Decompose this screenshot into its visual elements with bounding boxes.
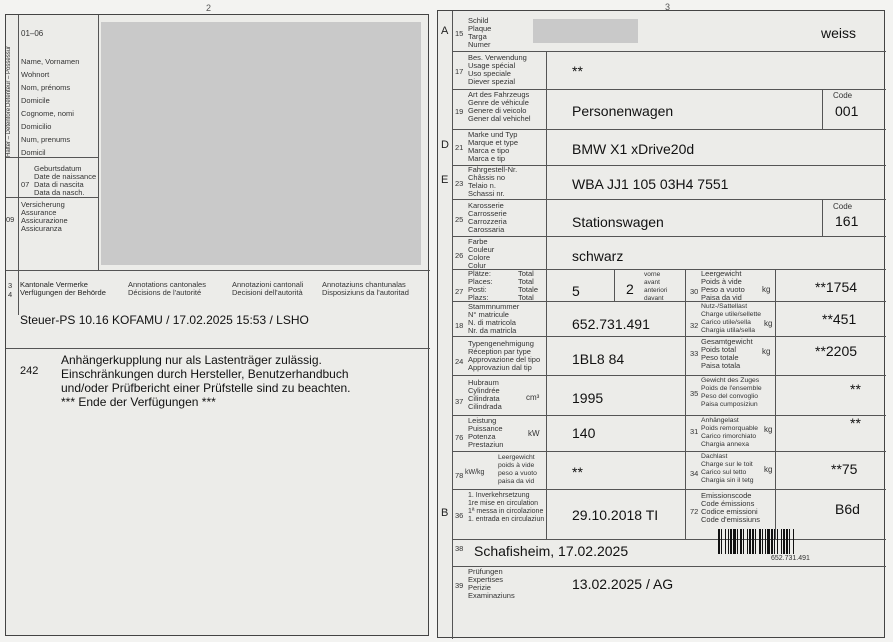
displacement-label: Hubraum Cylindrée Cilindrata Cilindrada	[468, 378, 502, 411]
color-label: Farbe Couleur Colore Colur	[468, 237, 495, 270]
right-page	[437, 2, 885, 638]
field-78-number: 78	[455, 471, 464, 480]
total-weight-value: **2205	[815, 343, 858, 359]
annotations-label-rm: Annotaziuns chantunalas Disposiziuns da l'autoritad	[322, 280, 409, 297]
body-value: Stationswagen	[572, 214, 664, 230]
remark-line-2: Einschränkungen durch Hersteller, Benutzerhandbuch	[61, 367, 349, 381]
page-number-right: 3	[665, 2, 671, 12]
field-15-number: 15	[455, 29, 464, 38]
power-weight-unit: kW/kg	[465, 469, 485, 476]
body-code: 161	[835, 213, 859, 229]
displacement-value: 1995	[572, 390, 604, 406]
power-unit: kW	[528, 429, 540, 438]
seats-total-value: 5	[572, 283, 580, 299]
first-registration-value: 29.10.2018 TI	[572, 507, 659, 523]
birth-field-number: 07	[21, 180, 30, 189]
chassis-value: WBA JJ1 105 03H4 7551	[572, 176, 729, 192]
insurance-field-number: 09	[6, 215, 15, 224]
type-approval-label: Typengenehmigung Réception par type Approvazione del tipo Approvaziun dal tip	[468, 339, 541, 372]
field-76-number: 76	[455, 433, 464, 442]
field-26-number: 26	[455, 251, 464, 260]
towing-weight-value: **	[850, 415, 861, 431]
field-39-number: 39	[455, 581, 464, 590]
field-01-06-label: 01–06	[21, 29, 44, 38]
emission-code-label: Emissionscode Code émissions Codice emissioni Code d'emissiuns	[701, 491, 760, 524]
field-24-number: 24	[455, 357, 464, 366]
field-23-number: 23	[455, 179, 464, 188]
power-label: Leistung Puissance Potenza Prestaziun	[468, 416, 504, 449]
color-value: schwarz	[572, 248, 624, 264]
roof-load-value: **75	[831, 461, 858, 477]
holder-side-label-de: Halter – Detentore	[6, 107, 12, 157]
page-number-left: 2	[206, 3, 212, 13]
displacement-unit: cm³	[526, 393, 540, 402]
type-approval-value: 1BL8 84	[572, 351, 625, 367]
field-36-number: 36	[455, 511, 464, 520]
barcode	[718, 529, 878, 554]
field-31-number: 31	[690, 427, 699, 436]
payload-label: Nutz-/Sattellast Charge utile/sellette Carico utile/sella Chargia utila/sella	[701, 303, 762, 334]
section-D: D	[441, 139, 449, 151]
plate-color: weiss	[821, 25, 857, 41]
vehicle-type-label: Art des Fahrzeugs Genre de véhicule Genere di veicolo Gener dal vehichel	[468, 90, 531, 123]
power-weight-value: **	[572, 464, 583, 480]
annotations-label-de: Kantonale Vermerke Verfügungen der Behörde	[20, 280, 106, 297]
payload-value: **451	[822, 311, 857, 327]
field-72-number: 72	[690, 507, 699, 516]
total-weight-unit: kg	[762, 347, 771, 356]
remark-line-4: *** Ende der Verfügungen ***	[61, 395, 216, 409]
emission-code-value: B6d	[835, 501, 860, 517]
towing-weight-label: Anhängelast Poids remorquable Carico rimorchiato Chargia annexa	[701, 417, 759, 448]
empty-weight-value: **1754	[815, 279, 858, 295]
chassis-label: Fahrgestell-Nr. Châssis no Telaio n. Schassi nr.	[468, 165, 518, 198]
field-35-number: 35	[690, 389, 699, 398]
section-E: E	[441, 174, 449, 186]
plate-label: Schild Plaque Targa Numer	[468, 16, 492, 49]
inspections-value: 13.02.2025 / AG	[572, 576, 674, 592]
redacted-plate	[533, 19, 638, 43]
annotations-label-fr: Annotations cantonales Décisions de l'autorité	[128, 280, 206, 297]
body-label: Karosserie Carrosserie Carrozzeria Carossaria	[468, 201, 507, 234]
registry-number-value: 652.731.491	[572, 316, 650, 332]
field-17-number: 17	[455, 67, 464, 76]
field-38-number: 38	[455, 544, 464, 553]
holder-name-label: Name, Vornamen Wohnort Nom, prénoms Domicile Cognome, nomi Domicilio Num, prenums Domicil	[21, 57, 80, 157]
registry-number-label: Stammnummer N° matricule N. di matricola Nr. da matricla	[468, 302, 520, 335]
power-value: 140	[572, 425, 596, 441]
special-use-label: Bes. Verwendung Usage spécial Uso speciale Diever spezial	[468, 53, 527, 86]
section-B: B	[441, 507, 449, 519]
make-model-label: Marke und Typ Marque et type Marca e tipo Marca e tip	[468, 130, 519, 163]
empty-weight-unit: kg	[762, 285, 771, 294]
body-code-label: Code	[833, 202, 853, 211]
holder-side-label-fr: Détenteur – Possessur	[6, 45, 12, 107]
field-19-number: 19	[455, 107, 464, 116]
barcode-number: 652.731.491	[771, 555, 810, 562]
make-model-value: BMW X1 xDrive20d	[572, 141, 695, 157]
section-A: A	[441, 25, 449, 37]
field-18-number: 18	[455, 321, 464, 330]
field-25-number: 25	[455, 215, 464, 224]
seats-total-label: Total Total Totale Total	[518, 269, 539, 302]
remark-line-1: Anhängerkupplung nur als Lastenträger zulässig.	[61, 353, 322, 367]
field-21-number: 21	[455, 143, 464, 152]
place-date-value: Schafisheim, 17.02.2025	[474, 543, 629, 559]
towing-weight-unit: kg	[764, 425, 773, 434]
remark-code: 242	[20, 365, 39, 377]
annotation-number-3: 3	[8, 281, 13, 290]
annotations-label-it: Annotazioni cantonali Decisioni dell'autorità	[232, 280, 304, 297]
vehicle-type-value: Personenwagen	[572, 103, 674, 119]
empty-weight-label: Leergewicht Poids à vide Peso a vuoto Paisa da vid	[701, 269, 745, 302]
barcode-bar	[794, 529, 796, 554]
redacted-holder-area	[101, 22, 421, 265]
seats-front-label: vorne avant anteriori davant	[644, 271, 668, 302]
roof-load-unit: kg	[764, 465, 773, 474]
special-use-value: **	[572, 63, 583, 79]
field-33-number: 33	[690, 349, 699, 358]
field-30-number: 30	[690, 287, 699, 296]
left-page	[5, 3, 429, 636]
vehicle-type-code-label: Code	[833, 91, 853, 100]
train-weight-label: Gewicht des Zuges Poids de l'ensemble Peso del convoglio Paisa cumposiziun	[701, 377, 762, 408]
inspections-label: Prüfungen Expertises Perizie Examinaziuns	[468, 567, 515, 600]
field-32-number: 32	[690, 321, 699, 330]
annotation-number-4: 4	[8, 290, 13, 299]
total-weight-label: Gesamtgewicht Poids total Peso totale Paisa totala	[701, 337, 753, 370]
vehicle-type-code: 001	[835, 103, 859, 119]
first-registration-label: 1. Inverkehrsetzung 1re mise en circulation 1ª messa in circolazione 1. entrada en circulaziun	[468, 492, 545, 523]
field-37-number: 37	[455, 397, 464, 406]
field-34-number: 34	[690, 469, 699, 478]
seats-label: Plätze: Places: Posti: Plazs:	[468, 269, 493, 302]
insurance-label: Versicherung Assurance Assicurazione Assicuranza	[21, 200, 68, 233]
field-27-number: 27	[455, 287, 464, 296]
seats-front-value: 2	[626, 281, 634, 297]
power-weight-label: Leergewicht poids à vide peso a vuoto paisa da vid	[498, 454, 537, 485]
payload-unit: kg	[764, 319, 773, 328]
birth-date-label: Geburtsdatum Date de naissance Data di nascita Data da nasch.	[34, 164, 97, 197]
train-weight-value: **	[850, 381, 861, 397]
tax-line: Steuer-PS 10.16 KOFAMU / 17.02.2025 15:53 / LSHO	[20, 313, 309, 327]
remark-line-3: und/oder Prüfbericht einer Prüfstelle sind zu beachten.	[61, 381, 351, 395]
roof-load-label: Dachlast Charge sur le toit Carico sul tetto Chargia sin il tetg	[701, 453, 754, 484]
